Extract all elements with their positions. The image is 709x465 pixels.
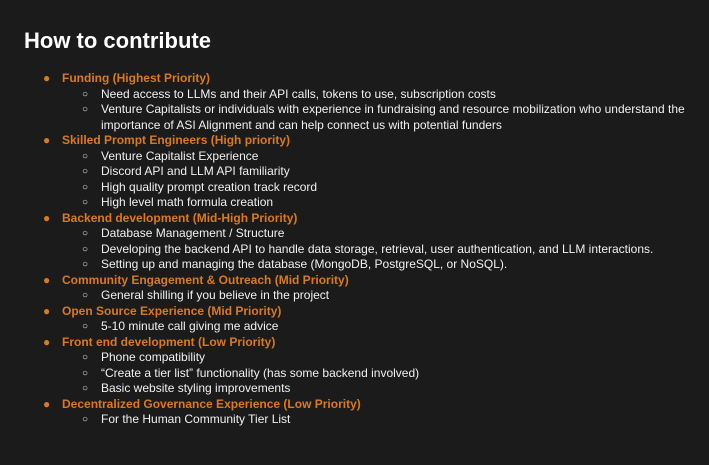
sub-item-text: “Create a tier list” functionality (has some backend involved) <box>101 365 420 380</box>
hollow-bullet-icon: ○ <box>82 290 89 301</box>
section-heading: Funding (Highest Priority) <box>62 71 210 85</box>
section-item <box>24 273 685 304</box>
hollow-bullet-icon: ○ <box>82 352 89 363</box>
hollow-bullet-icon: ○ <box>82 367 89 379</box>
hollow-bullet-icon: ○ <box>82 166 89 177</box>
sub-item <box>62 319 685 335</box>
hollow-bullet-icon: ○ <box>82 228 89 239</box>
section-item <box>24 304 685 335</box>
sub-item <box>62 102 685 133</box>
sub-item <box>62 149 685 165</box>
hollow-bullet-icon: ○ <box>82 104 89 115</box>
sub-item-text: Phone compatibility <box>101 350 206 364</box>
sub-item-list <box>62 87 685 134</box>
sub-item-list <box>62 350 685 397</box>
sub-item-list <box>62 149 685 211</box>
sub-item <box>62 412 685 428</box>
sub-item <box>62 180 685 196</box>
section-item <box>24 335 685 397</box>
sub-item <box>62 366 685 382</box>
section-heading: Backend development (Mid-High Priority) <box>62 210 298 225</box>
hollow-bullet-icon: ○ <box>82 321 89 332</box>
sub-item <box>62 242 685 258</box>
sub-item-text: Basic website styling improvements <box>101 381 291 395</box>
section-item <box>24 133 685 211</box>
sub-item-text: High quality prompt creation track record <box>101 179 318 194</box>
sub-item-text: Database Management / Structure <box>101 226 285 240</box>
hollow-bullet-icon: ○ <box>82 383 89 394</box>
filled-bullet-icon: ● <box>43 272 51 287</box>
filled-bullet-icon: ● <box>43 71 51 85</box>
section-heading: Community Engagement & Outreach (Mid Priority) <box>62 272 349 287</box>
sub-item-text: Venture Capitalist Experience <box>101 148 259 163</box>
hollow-bullet-icon: ○ <box>82 259 89 270</box>
sub-item-text: High level math formula creation <box>101 195 274 209</box>
section-item <box>24 71 685 133</box>
sub-item-text: Developing the backend API to handle data storage, retrieval, user authentication, and LLM interactions. <box>101 241 654 256</box>
hollow-bullet-icon: ○ <box>82 414 89 425</box>
page-title: How to contribute <box>24 28 211 53</box>
sub-item-list <box>62 319 685 335</box>
section-heading: Front end development (Low Priority) <box>62 334 276 349</box>
sub-item <box>62 350 685 366</box>
hollow-bullet-icon: ○ <box>82 181 89 193</box>
filled-bullet-icon: ● <box>43 133 51 147</box>
sub-item <box>62 257 685 273</box>
filled-bullet-icon: ● <box>43 210 51 225</box>
sub-item-list <box>62 226 685 273</box>
sub-item-text: 5-10 minute call giving me advice <box>101 319 279 333</box>
sub-item <box>62 87 685 103</box>
sub-item-text: Setting up and managing the database (MongoDB, PostgreSQL, or NoSQL). <box>101 257 508 271</box>
sub-item <box>62 288 685 304</box>
section-item <box>24 211 685 273</box>
hollow-bullet-icon: ○ <box>82 88 89 100</box>
filled-bullet-icon: ● <box>43 303 51 318</box>
section-item <box>24 397 685 428</box>
sub-item <box>62 164 685 180</box>
hollow-bullet-icon: ○ <box>82 150 89 162</box>
section-heading: Open Source Experience (Mid Priority) <box>62 303 282 318</box>
sub-item-text: Venture Capitalists or individuals with experience in fundraising and resource mobilization who understand the importance of ASI Alignment and can help connect us with potential funders <box>101 102 685 132</box>
hollow-bullet-icon: ○ <box>82 197 89 208</box>
sub-item-list <box>62 412 685 428</box>
sub-item <box>62 195 685 211</box>
contribution-list <box>24 71 685 428</box>
sub-item-text: Need access to LLMs and their API calls, tokens to use, subscription costs <box>101 86 496 101</box>
sub-item <box>62 226 685 242</box>
sub-item-text: For the Human Community Tier List <box>101 412 291 426</box>
hollow-bullet-icon: ○ <box>82 243 89 255</box>
sub-item-list <box>62 288 685 304</box>
section-heading: Skilled Prompt Engineers (High priority) <box>62 133 291 147</box>
filled-bullet-icon: ● <box>43 334 51 349</box>
sub-item-text: Discord API and LLM API familiarity <box>101 164 290 178</box>
sub-item <box>62 381 685 397</box>
sub-item-text: General shilling if you believe in the project <box>101 288 330 302</box>
filled-bullet-icon: ● <box>43 396 51 411</box>
section-heading: Decentralized Governance Experience (Low Priority) <box>62 396 361 411</box>
